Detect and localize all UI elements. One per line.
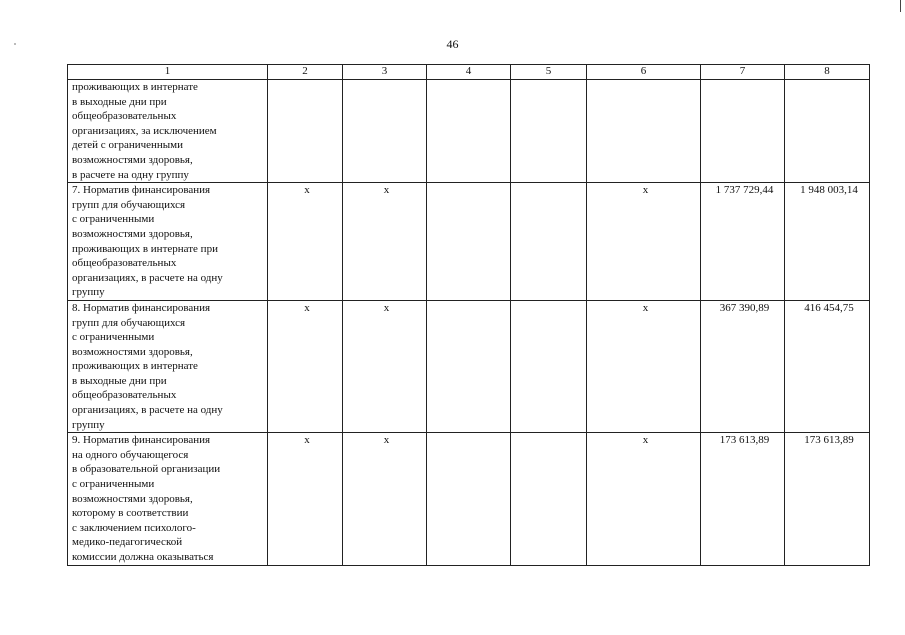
cell-col-5 (511, 183, 587, 301)
cell-col-8: 173 613,89 (785, 433, 870, 565)
cell-col-4 (427, 300, 511, 432)
cell-col-3 (343, 80, 427, 183)
cell-col-5 (511, 433, 587, 565)
cell-col-7: 367 390,89 (701, 300, 785, 432)
cell-col-5 (511, 80, 587, 183)
table-row (68, 300, 870, 432)
cell-col-7: 1 737 729,44 (701, 183, 785, 301)
row-description: 8. Норматив финансирования групп для обучающихся с ограниченными возможностями здоровья, проживающих в интернате в выходные дни при общеобразовательных организациях, в расчете на одну группу (68, 300, 268, 432)
cell-col-6 (587, 80, 701, 183)
row-description: 9. Норматив финансирования на одного обучающегося в образовательной организации с ограниченными возможностями здоровья, которому в соответствии с заключением психолого- медико-педагогической комиссии должна оказываться (68, 433, 268, 565)
cell-col-4 (427, 80, 511, 183)
table-row (68, 80, 870, 183)
column-header-4: 4 (427, 65, 511, 80)
cell-col-2: х (268, 183, 343, 301)
cell-col-6: х (587, 300, 701, 432)
cell-col-5 (511, 300, 587, 432)
row-description: проживающих в интернате в выходные дни при общеобразовательных организациях, за исключением детей с ограниченными возможностями здоровья, в расчете на одну группу (68, 80, 268, 183)
header-row (68, 65, 870, 80)
cell-col-2: х (268, 433, 343, 565)
cell-col-2 (268, 80, 343, 183)
cell-col-7: 173 613,89 (701, 433, 785, 565)
cell-col-6: х (587, 183, 701, 301)
column-header-3: 3 (343, 65, 427, 80)
cell-col-3: х (343, 433, 427, 565)
column-header-5: 5 (511, 65, 587, 80)
cell-col-2: х (268, 300, 343, 432)
column-header-1: 1 (68, 65, 268, 80)
cell-col-8: 416 454,75 (785, 300, 870, 432)
row-description: 7. Норматив финансирования групп для обучающихся с ограниченными возможностями здоровья, проживающих в интернате при общеобразовательных организациях, в расчете на одну группу (68, 183, 268, 301)
table-row (68, 433, 870, 565)
cell-col-3: х (343, 183, 427, 301)
cell-col-8: 1 948 003,14 (785, 183, 870, 301)
cell-col-4 (427, 433, 511, 565)
cell-col-4 (427, 183, 511, 301)
page-number: 46 (446, 37, 459, 51)
cell-col-3: х (343, 300, 427, 432)
cell-col-8 (785, 80, 870, 183)
cell-col-7 (701, 80, 785, 183)
column-header-2: 2 (268, 65, 343, 80)
column-header-6: 6 (587, 65, 701, 80)
cell-col-6: х (587, 433, 701, 565)
table-row (68, 183, 870, 301)
financing-norms-table (67, 64, 870, 566)
column-header-7: 7 (701, 65, 785, 80)
column-header-8: 8 (785, 65, 870, 80)
scan-edge-mark (900, 0, 905, 12)
